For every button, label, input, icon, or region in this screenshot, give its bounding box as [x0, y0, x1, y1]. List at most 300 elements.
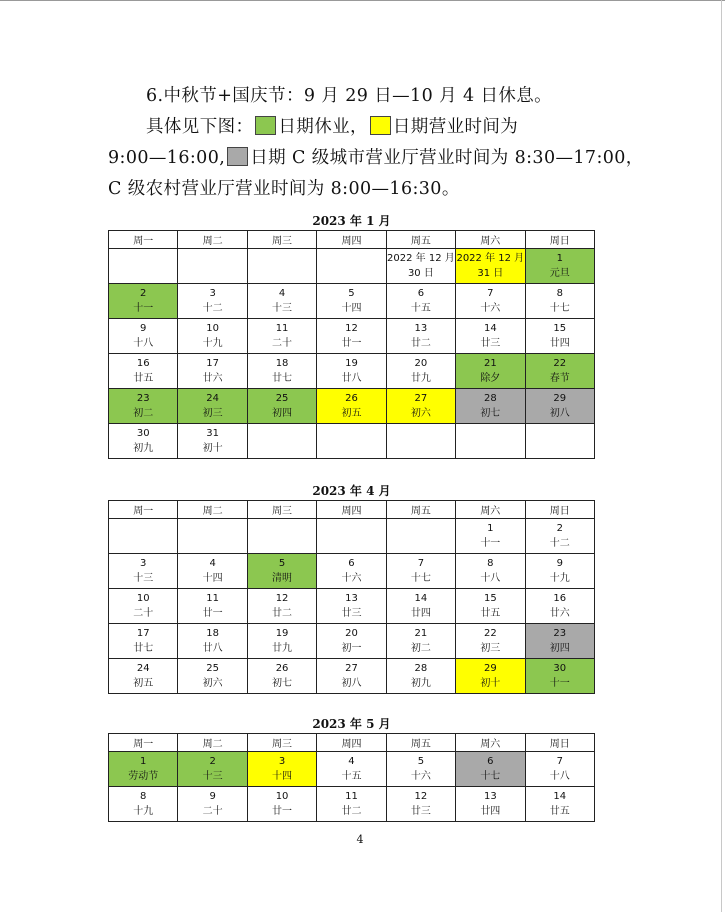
weekday-header: 周一 — [109, 501, 178, 519]
date-cell — [178, 389, 247, 424]
date-number: 14 — [483, 323, 497, 334]
lunar-date: 初一 — [341, 643, 362, 654]
lunar-date: 初六 — [410, 408, 431, 419]
empty-cell — [317, 424, 386, 459]
date-cell — [456, 354, 525, 389]
lunar-date: 十三 — [272, 303, 293, 314]
lunar-date: 廿四 — [549, 338, 570, 349]
lunar-date: 十三 — [202, 771, 223, 782]
legend-yellow-swatch — [370, 116, 391, 135]
date-number: 2 — [556, 523, 563, 534]
week-row — [109, 284, 595, 319]
date-cell — [456, 787, 525, 822]
lunar-date: 十六 — [480, 303, 501, 314]
date-number: 11 — [275, 323, 289, 334]
calendar-may — [108, 733, 595, 822]
empty-cell — [247, 519, 316, 554]
date-number: 1 — [487, 523, 494, 534]
calendar-title-may: 2023 年 5 月 — [312, 717, 391, 731]
lunar-date: 十五 — [341, 771, 362, 782]
weekday-header: 周二 — [178, 734, 247, 752]
date-cell — [525, 319, 594, 354]
week-row — [109, 354, 595, 389]
date-number: 17 — [206, 358, 219, 369]
date-number: 21 — [414, 628, 428, 639]
date-number: 22 — [553, 358, 567, 369]
date-cell — [247, 752, 316, 787]
date-cell — [178, 554, 247, 589]
date-cell — [178, 589, 247, 624]
lunar-date: 十六 — [341, 573, 362, 584]
lunar-date: 十八 — [133, 338, 154, 349]
date-number: 14 — [414, 593, 428, 604]
weekday-header: 周二 — [178, 501, 247, 519]
calendar-title-january: 2023 年 1 月 — [312, 214, 391, 228]
date-number: 31 — [206, 428, 219, 439]
lunar-date: 廿二 — [272, 608, 293, 619]
calendar-title-april: 2023 年 4 月 — [312, 484, 391, 498]
lunar-date: 十八 — [549, 771, 570, 782]
date-cell — [386, 752, 455, 787]
date-number: 29 — [553, 393, 567, 404]
legend-intro: 具体见下图： — [146, 117, 254, 137]
date-cell — [178, 752, 247, 787]
date-cell — [386, 589, 455, 624]
lunar-date: 廿三 — [410, 806, 431, 817]
weekday-header: 周三 — [247, 734, 316, 752]
lunar-date: 十一 — [549, 678, 570, 689]
weekday-header: 周四 — [317, 501, 386, 519]
date-cell — [109, 284, 178, 319]
weekday-header: 周六 — [456, 734, 525, 752]
lunar-date: 十九 — [133, 806, 154, 817]
date-cell — [317, 284, 386, 319]
lunar-date: 廿九 — [272, 643, 293, 654]
date-number: 7 — [417, 558, 425, 569]
date-cell — [525, 659, 594, 694]
lunar-date: 初三 — [202, 408, 223, 419]
lunar-date: 初五 — [133, 678, 154, 689]
lunar-date: 劳动节 — [128, 771, 159, 782]
date-number: 28 — [414, 663, 428, 674]
legend-line-2 — [108, 143, 708, 174]
date-number: 7 — [487, 288, 494, 299]
date-cell — [109, 424, 178, 459]
lunar-date: 廿二 — [410, 338, 431, 349]
lunar-date: 初四 — [272, 408, 293, 419]
date-number: 13 — [345, 593, 358, 604]
lunar-date: 二十 — [202, 806, 223, 817]
date-cell — [109, 554, 178, 589]
date-cell — [317, 354, 386, 389]
weekday-header: 周六 — [456, 501, 525, 519]
lunar-date: 初九 — [133, 443, 154, 454]
week-row — [109, 424, 595, 459]
date-cell — [386, 284, 455, 319]
lunar-date: 十九 — [202, 338, 223, 349]
date-number: 22 — [483, 628, 497, 639]
holiday-line — [108, 81, 708, 112]
lunar-date: 二十 — [133, 608, 154, 619]
date-number: 2 — [209, 756, 216, 767]
date-number: 20 — [345, 628, 358, 639]
date-number: 26 — [345, 393, 358, 404]
date-cell — [386, 659, 455, 694]
date-number: 10 — [136, 593, 150, 604]
lunar-date: 十二 — [549, 538, 570, 549]
lunar-date: 30 日 — [407, 268, 434, 279]
date-number: 8 — [487, 558, 494, 569]
date-number: 18 — [275, 358, 289, 369]
date-number: 6 — [487, 756, 494, 767]
date-number: 9 — [140, 323, 147, 334]
date-cell — [386, 249, 455, 284]
date-cell — [525, 354, 594, 389]
date-number: 9 — [556, 558, 563, 569]
date-cell — [525, 752, 594, 787]
date-cell — [525, 787, 594, 822]
date-number: 25 — [275, 393, 289, 404]
date-cell — [525, 389, 594, 424]
empty-cell — [109, 249, 178, 284]
date-cell — [525, 519, 594, 554]
date-number: 4 — [348, 756, 355, 767]
empty-cell — [109, 519, 178, 554]
date-cell — [525, 249, 594, 284]
date-number: 4 — [209, 558, 216, 569]
date-number: 19 — [345, 358, 358, 369]
weekday-header: 周五 — [386, 734, 455, 752]
date-number: 25 — [206, 663, 219, 674]
date-cell — [247, 589, 316, 624]
lunar-date: 初七 — [480, 408, 501, 419]
date-number: 15 — [553, 323, 567, 334]
date-number: 14 — [553, 791, 567, 802]
empty-cell — [247, 424, 316, 459]
date-cell — [247, 284, 316, 319]
date-cell — [456, 519, 525, 554]
weekday-header: 周五 — [386, 501, 455, 519]
date-number: 3 — [278, 756, 286, 767]
weekday-header: 周三 — [247, 501, 316, 519]
date-cell — [178, 354, 247, 389]
date-number: 27 — [414, 393, 428, 404]
date-number: 5 — [278, 558, 286, 569]
date-cell — [109, 752, 178, 787]
date-cell — [178, 624, 247, 659]
legend-gray-text: 日期 C 级城市营业厅营业时间为 8:30—17:00， — [250, 148, 644, 168]
lunar-date: 廿五 — [549, 806, 570, 817]
date-number: 26 — [275, 663, 289, 674]
lunar-date: 廿四 — [480, 806, 501, 817]
date-cell — [456, 249, 525, 284]
page-number: 4 — [356, 833, 364, 846]
date-number: 10 — [275, 791, 289, 802]
date-cell — [247, 354, 316, 389]
date-number: 8 — [556, 288, 563, 299]
lunar-date: 元旦 — [549, 268, 570, 279]
date-number: 23 — [136, 393, 150, 404]
date-number: 7 — [556, 756, 563, 767]
date-cell — [456, 319, 525, 354]
weekday-header: 周一 — [109, 734, 178, 752]
lunar-date: 十九 — [549, 573, 570, 584]
legend-line-1 — [108, 112, 708, 143]
week-row — [109, 554, 595, 589]
date-cell — [178, 659, 247, 694]
calendar-january — [108, 230, 595, 459]
weekday-header: 周五 — [386, 231, 455, 249]
holiday-text: 6.中秋节+国庆节：9 月 29 日—10 月 4 日休息。 — [146, 86, 553, 106]
date-number: 19 — [275, 628, 289, 639]
date-number: 1 — [556, 253, 563, 264]
date-cell — [386, 554, 455, 589]
date-cell — [178, 424, 247, 459]
date-cell — [386, 389, 455, 424]
week-row — [109, 589, 595, 624]
lunar-date: 廿八 — [341, 373, 362, 384]
date-cell — [525, 624, 594, 659]
lunar-date: 廿二 — [341, 806, 362, 817]
date-number: 2 — [140, 288, 147, 299]
date-cell — [456, 659, 525, 694]
date-cell — [109, 624, 178, 659]
date-number: 1 — [140, 756, 147, 767]
date-number: 21 — [483, 358, 497, 369]
lunar-date: 十五 — [410, 303, 431, 314]
lunar-date: 初六 — [202, 678, 223, 689]
date-number: 11 — [206, 593, 219, 604]
date-cell — [386, 354, 455, 389]
lunar-date: 十七 — [410, 573, 431, 584]
date-number: 5 — [417, 756, 425, 767]
week-row — [109, 319, 595, 354]
date-cell — [525, 589, 594, 624]
lunar-date: 廿七 — [272, 373, 293, 384]
week-row — [109, 659, 595, 694]
date-cell — [247, 319, 316, 354]
lunar-date: 十一 — [133, 303, 154, 314]
week-row — [109, 249, 595, 284]
date-number: 6 — [348, 558, 355, 569]
date-cell — [247, 554, 316, 589]
lunar-date: 二十 — [272, 338, 293, 349]
date-cell — [317, 389, 386, 424]
week-row — [109, 752, 595, 787]
lunar-date: 廿一 — [272, 806, 293, 817]
date-cell — [317, 624, 386, 659]
lunar-date: 十七 — [549, 303, 570, 314]
legend-yellow-text: 日期营业时间为 — [392, 117, 519, 137]
lunar-date: 十六 — [410, 771, 431, 782]
date-number: 12 — [345, 323, 358, 334]
week-row — [109, 624, 595, 659]
weekday-header-row — [109, 734, 595, 752]
empty-cell — [386, 424, 455, 459]
date-number: 4 — [278, 288, 286, 299]
empty-cell — [456, 424, 525, 459]
lunar-date: 十八 — [480, 573, 501, 584]
date-cell — [178, 319, 247, 354]
legend-line-3 — [108, 174, 708, 205]
empty-cell — [178, 519, 247, 554]
empty-cell — [525, 424, 594, 459]
lunar-date: 十二 — [202, 303, 223, 314]
lunar-date: 初八 — [549, 408, 570, 419]
weekday-header: 周六 — [456, 231, 525, 249]
lunar-date: 春节 — [549, 373, 570, 384]
date-cell — [456, 589, 525, 624]
date-number: 13 — [414, 323, 428, 334]
date-number: 24 — [136, 663, 150, 674]
lunar-date: 廿一 — [202, 608, 223, 619]
weekday-header: 周四 — [317, 734, 386, 752]
week-row — [109, 787, 595, 822]
lunar-date: 初三 — [480, 643, 501, 654]
date-number: 8 — [140, 791, 147, 802]
lunar-date: 廿三 — [480, 338, 501, 349]
rural-hours-text: C 级农村营业厅营业时间为 8:00—16:30。 — [108, 179, 460, 199]
lunar-date: 十四 — [272, 771, 293, 782]
date-cell — [247, 389, 316, 424]
date-cell — [109, 787, 178, 822]
lunar-date: 初二 — [133, 408, 154, 419]
lunar-date: 初八 — [341, 678, 362, 689]
weekday-header: 周日 — [525, 501, 594, 519]
weekday-header: 周三 — [247, 231, 316, 249]
lunar-date: 十四 — [341, 303, 362, 314]
date-cell — [317, 659, 386, 694]
date-cell — [247, 624, 316, 659]
date-number: 28 — [483, 393, 497, 404]
lunar-date: 初四 — [549, 643, 570, 654]
date-number: 11 — [345, 791, 358, 802]
lunar-date: 初二 — [410, 643, 431, 654]
date-number: 30 — [553, 663, 567, 674]
week-row — [109, 389, 595, 424]
date-number: 5 — [348, 288, 355, 299]
date-number: 29 — [483, 663, 497, 674]
date-cell — [456, 624, 525, 659]
date-cell — [109, 659, 178, 694]
weekday-header-row — [109, 501, 595, 519]
date-number: 12 — [275, 593, 289, 604]
date-number: 20 — [414, 358, 428, 369]
lunar-date: 廿三 — [341, 608, 362, 619]
lunar-date: 廿六 — [202, 373, 223, 384]
weekday-header-row — [109, 231, 595, 249]
lunar-date: 廿五 — [133, 373, 154, 384]
lunar-date: 廿八 — [202, 643, 223, 654]
week-row — [109, 519, 595, 554]
date-cell — [456, 389, 525, 424]
date-cell — [178, 787, 247, 822]
lunar-date: 除夕 — [480, 373, 501, 384]
date-cell — [386, 319, 455, 354]
weekday-header: 周日 — [525, 231, 594, 249]
date-cell — [109, 319, 178, 354]
empty-cell — [386, 519, 455, 554]
lunar-date: 初十 — [202, 443, 223, 454]
date-cell — [456, 554, 525, 589]
page-right-border — [721, 0, 722, 912]
lunar-date: 初九 — [410, 678, 431, 689]
legend-green-text: 日期休业， — [278, 117, 368, 137]
weekday-header: 周一 — [109, 231, 178, 249]
date-cell — [109, 389, 178, 424]
date-cell — [386, 787, 455, 822]
empty-cell — [317, 519, 386, 554]
lunar-date: 廿五 — [480, 608, 501, 619]
date-cell — [247, 659, 316, 694]
page-top-border — [0, 0, 725, 1]
lunar-date: 廿六 — [549, 608, 570, 619]
date-number: 15 — [483, 593, 497, 604]
date-number: 2022 年 12 月 — [387, 253, 455, 264]
date-number: 2022 年 12 月 — [456, 253, 525, 264]
date-cell — [317, 319, 386, 354]
legend-green-swatch — [255, 116, 276, 135]
lunar-date: 初七 — [272, 678, 293, 689]
lunar-date: 十四 — [202, 573, 223, 584]
date-number: 30 — [136, 428, 150, 439]
date-cell — [456, 284, 525, 319]
lunar-date: 十三 — [133, 573, 154, 584]
lunar-date: 廿四 — [410, 608, 431, 619]
lunar-date: 廿七 — [133, 643, 154, 654]
date-number: 24 — [206, 393, 219, 404]
date-cell — [317, 787, 386, 822]
notice-paragraph — [108, 81, 708, 205]
lunar-date: 初五 — [341, 408, 362, 419]
legend-yellow-hours: 9:00—16:00, — [108, 148, 226, 168]
lunar-date: 十一 — [480, 538, 501, 549]
lunar-date: 清明 — [272, 573, 293, 584]
date-number: 9 — [209, 791, 216, 802]
lunar-date: 初十 — [480, 678, 501, 689]
date-number: 10 — [206, 323, 219, 334]
date-cell — [317, 554, 386, 589]
date-cell — [525, 554, 594, 589]
date-cell — [317, 752, 386, 787]
calendar-april — [108, 500, 595, 694]
date-cell — [109, 589, 178, 624]
date-number: 13 — [483, 791, 497, 802]
date-number: 16 — [553, 593, 567, 604]
date-number: 3 — [209, 288, 216, 299]
date-number: 12 — [414, 791, 428, 802]
date-cell — [386, 624, 455, 659]
empty-cell — [178, 249, 247, 284]
date-number: 16 — [136, 358, 150, 369]
date-cell — [456, 752, 525, 787]
date-cell — [109, 354, 178, 389]
date-cell — [317, 589, 386, 624]
date-number: 6 — [417, 288, 425, 299]
date-number: 17 — [136, 628, 150, 639]
date-number: 3 — [140, 558, 147, 569]
date-number: 23 — [553, 628, 567, 639]
weekday-header: 周四 — [317, 231, 386, 249]
date-cell — [525, 284, 594, 319]
lunar-date: 廿一 — [341, 338, 362, 349]
empty-cell — [317, 249, 386, 284]
lunar-date: 十七 — [480, 771, 501, 782]
weekday-header: 周日 — [525, 734, 594, 752]
lunar-date: 廿九 — [410, 373, 431, 384]
weekday-header: 周二 — [178, 231, 247, 249]
date-cell — [178, 284, 247, 319]
